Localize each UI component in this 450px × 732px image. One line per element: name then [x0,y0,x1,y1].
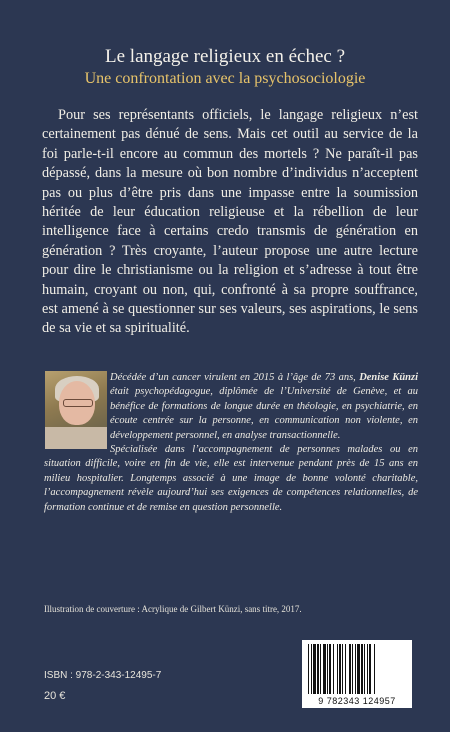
barcode-bars [308,644,406,694]
book-subtitle: Une confrontation avec la psychosociologie [84,70,366,87]
barcode [302,640,412,708]
bio-text: était psychopédagogue, diplômée de l’Université de Genève, et au bénéfice de formations de longue durée en théologie, en psychiatrie, en écoute centrée sur la personne, en communication non violente, en développement personnel, en analyse transactionnelle. [110,386,418,441]
bio-text: Décédée d’un cancer virulent en 2015 à l’âge de 73 ans, [110,372,360,383]
barcode-number: 9 782343 124957 [318,696,396,706]
bio-paragraph-2: Spécialisée dans l’accompagnement de personnes malades ou en situation difficile, voire en fin de vie, elle est intervenue pendant près de 15 ans en milieu hospitalier. Longtemps associé à une image de bonne volonté charitable, l’accompagnement révèle aujourd’hui ses exigences de compétences relationnelles, de formation continue et de remise en question personnelle. [44,444,418,513]
book-title: Le langage religieux en échec ? [105,46,345,67]
illustration-credit: Illustration de couverture : Acrylique de Gilbert Künzi, sans titre, 2017. [44,604,302,614]
author-name: Denise Künzi [359,372,419,383]
author-bio [44,371,418,515]
isbn: ISBN : 978-2-343-12495-7 [44,670,162,681]
price: 20 € [44,690,66,702]
blurb-paragraph: Pour ses représentants officiels, le langage religieux n’est certainement pas dénué de sens. Mais cet outil au service de la foi parle-t-il encore au commun des mortels ? Ne paraît-il pas dépassé, dans la mesure où bon nombre d’individus n’acceptent pas ou plus d’être pris dans une impasse entre la soumission héritée de leur éducation religieuse et la rébellion de leur intelligence face à certains credo transmis de génération en génération ? Très croyante, l’auteur propose une autre lecture pour dire le christianisme ou la religion et s’adresse à tout être humain, croyant ou non, qui, confronté à sa propre souffrance, est amené à se questionner sur ses valeurs, ses aspirations, le sens de sa vie et sa spiritualité. [42,107,418,337]
blurb-text [42,106,418,339]
